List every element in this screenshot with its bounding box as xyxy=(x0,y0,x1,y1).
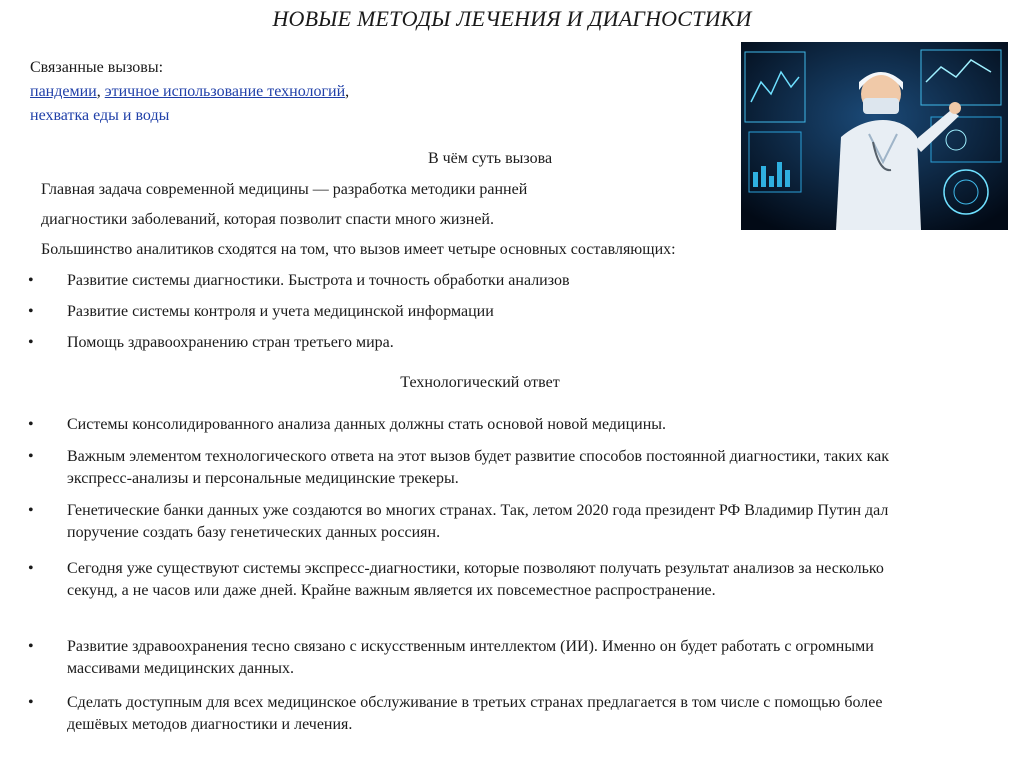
related-challenges xyxy=(30,56,349,128)
comma: , xyxy=(345,83,350,100)
comma: , xyxy=(96,83,101,100)
paragraph-components: Большинство аналитиков сходятся на том, что вызов имеет четыре основных составляющих: xyxy=(41,241,676,258)
list-item: • Развитие системы диагностики. Быстрота и точность обработки анализов xyxy=(28,272,570,289)
paragraph-main-task-line1: Главная задача современной медицины — разработка методики ранней xyxy=(41,181,528,198)
page-title: НОВЫЕ МЕТОДЫ ЛЕЧЕНИЯ И ДИАГНОСТИКИ xyxy=(272,6,752,31)
related-label: Связанные вызовы: xyxy=(30,59,164,76)
paragraph-main-task-line2: диагностики заболеваний, которая позволит спасти много жизней. xyxy=(41,211,494,228)
list-item: • Системы консолидированного анализа данных должны стать основой новой медицины. xyxy=(28,416,667,433)
link-pandemics[interactable]: пандемии xyxy=(30,83,97,100)
list-item: • Сделать доступным для всех медицинское обслуживание в третьих странах предлагается в том числе с помощью более дешёвых методов диагностики и лечения. xyxy=(28,694,883,733)
doctor-hologram-image xyxy=(741,42,1008,230)
tech-response-list xyxy=(0,414,927,742)
section-heading-tech-response: Технологический ответ xyxy=(400,374,560,391)
list-item: • Помощь здравоохранению стран третьего мира. xyxy=(28,334,394,351)
list-item: • Генетические банки данных уже создаются во многих странах. Так, летом 2020 года президент РФ Владимир Путин дал поручение создать базу генетических данных россиян. xyxy=(28,502,889,541)
link-food-water[interactable]: нехватка еды и воды xyxy=(30,107,170,124)
list-item: • Сегодня уже существуют системы экспресс-диагностики, которые позволяют получать результат анализов за несколько секунд, а не часов или даже дней. Крайне важным является их повсеместное распространение. xyxy=(28,560,884,599)
link-ethical-tech[interactable]: этичное использование технологий xyxy=(104,83,346,100)
list-item: • Важным элементом технологического ответа на этот вызов будет развитие способов постоянной диагностики, таких как экспресс-анализы и персональные медицинские трекеры. xyxy=(28,448,889,487)
section-heading-essence: В чём суть вызова xyxy=(427,150,553,167)
list-item: • Развитие здравоохранения тесно связано с искусственным интеллектом (ИИ). Именно он будет работать с огромными массивами медицинских данных. xyxy=(28,638,874,677)
challenge-components-list xyxy=(0,270,927,363)
list-item: • Развитие системы контроля и учета медицинской информации xyxy=(28,303,494,320)
